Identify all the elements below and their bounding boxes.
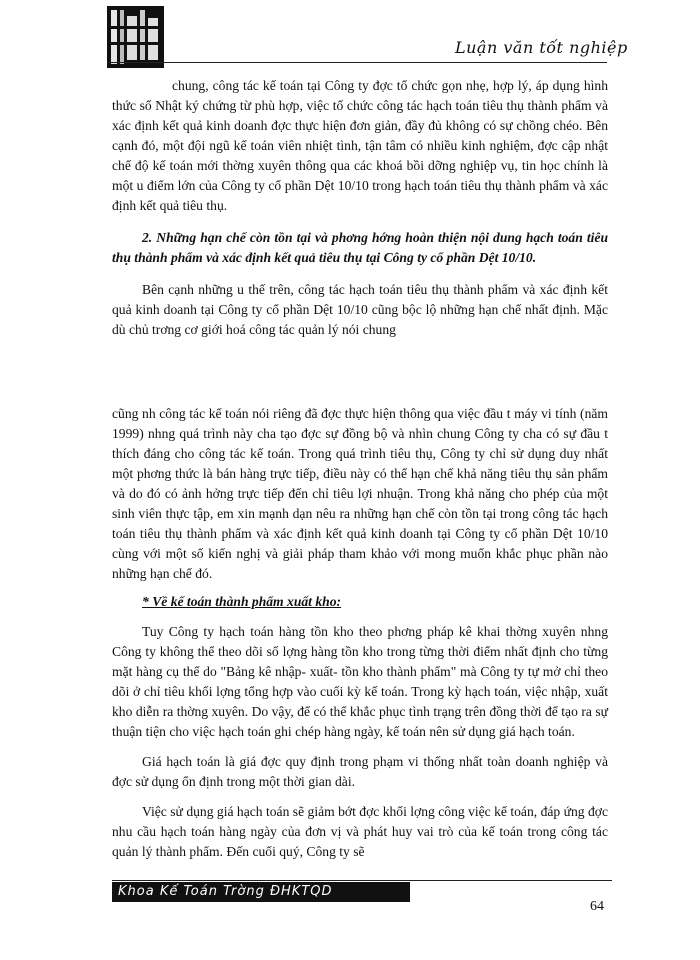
paragraph-continuation: chung, công tác kế toán tại Công ty đợc tổ chức gọn nhẹ, hợp lý, áp dụng hình thức sổ Nhật ký chứng từ phù hợp, việc tổ chức công tác hạch toán tiêu thụ thành phẩm và xác định kết quả kinh doanh đợc thực hiện đơn giản, đầy đủ không có sự chồng chéo. Bên cạnh đó, một đội ngũ kế toán viên nhiệt tình, tận tâm có nhiều kinh nghiệm, đợc cập nhật chế độ kế toán mới thờng xuyên thông qua các khoá bồi dỡng nghiệp vụ, tin học chính là một u điểm lớn của Công ty cổ phần Dệt 10/10 trong hạch toán tiêu thụ thành phẩm và xác định kết quả tiêu thụ. [112,78,608,213]
university-logo [107,6,164,68]
paragraph: cũng nh công tác kế toán nói riêng đã đợc thực hiện thông qua việc đầu t máy vi tính (năm 1999) nhng quá trình này cha tạo đợc sự đồng bộ và nhìn chung Công ty cha có sự đầu t thích đáng cho công tác kế toán. Trong quá trình tiêu thụ, Công ty chỉ sử dụng duy nhất một phơng thức là bán hàng trực tiếp, điều này có thể hạn chế khả năng tiêu thụ sản phẩm và do đó có ảnh hởng trực tiếp đến chỉ tiêu lợi nhuận. Trong khả năng cho phép của một sinh viên thực tập, em xin mạnh dạn nêu ra những hạn chế còn tồn tại trong công tác hạch toán tiêu thụ thành phẩm và xác định kết quả kinh doanh tại Công ty cổ phần Dệt 10/10 cùng với một số kiến nghị và giải pháp tham khảo với mong muốn khắc phục phần nào những hạn chế đó. [112,406,608,581]
paragraph: Việc sử dụng giá hạch toán sẽ giảm bớt đợc khối lợng công việc kế toán, đáp ứng đợc nhu cầu hạch toán hàng ngày của đơn vị và phát huy vai trò của kế toán trong công tác quản lý thành phẩm. Đến cuối quý, Công ty sẽ [112,804,608,859]
section-heading: 2. Những hạn chế còn tồn tại và phơng hớng hoàn thiện nội dung hạch toán tiêu thụ thành phẩm và xác định kết quả tiêu thụ tại Công ty cổ phần Dệt 10/10. [112,230,608,265]
page-number: 64 [590,899,604,914]
footer-divider [112,880,612,881]
paragraph: Bên cạnh những u thế trên, công tác hạch toán tiêu thụ thành phẩm và xác định kết quả kinh doanh tại Công ty cổ phần Dệt 10/10 cũng bộc lộ những hạn chế nhất định. Mặc dù chủ trơng cơ giới hoá công tác quản lý nói chung [112,282,608,337]
footer-label: Khoa Kế Toán Trờng ĐHKTQD [112,882,410,902]
header-title: Luận văn tốt nghiệp [455,38,628,57]
upper-text-block [112,76,608,340]
paragraph: Tuy Công ty hạch toán hàng tồn kho theo phơng pháp kê khai thờng xuyên nhng Công ty không thể theo dõi số lợng hàng tồn kho trong từng thời điểm nhất định cho từng mặt hàng cụ thể do "Bảng kê nhập- xuất- tồn kho thành phẩm" mà Công ty tự mở chỉ theo dõi ở chỉ tiêu khối lợng tổng hợp vào cuối kỳ kế toán. Trong kỳ hạch toán, việc nhập, xuất kho diễn ra thờng xuyên. Do vậy, để có thể khắc phục tình trạng trên đồng thời để tạo ra sự thuận tiện cho việc hạch toán ghi chép hàng ngày, kế toán nên sử dụng giá hạch toán. [112,624,608,739]
header-divider [107,62,607,63]
lower-text-block [112,404,608,862]
subsection-heading: * Về kế toán thành phẩm xuất kho: [142,594,342,609]
paragraph: Giá hạch toán là giá đợc quy định trong phạm vi thống nhất toàn doanh nghiệp và đợc sử dụng ổn định trong một thời gian dài. [112,754,608,789]
